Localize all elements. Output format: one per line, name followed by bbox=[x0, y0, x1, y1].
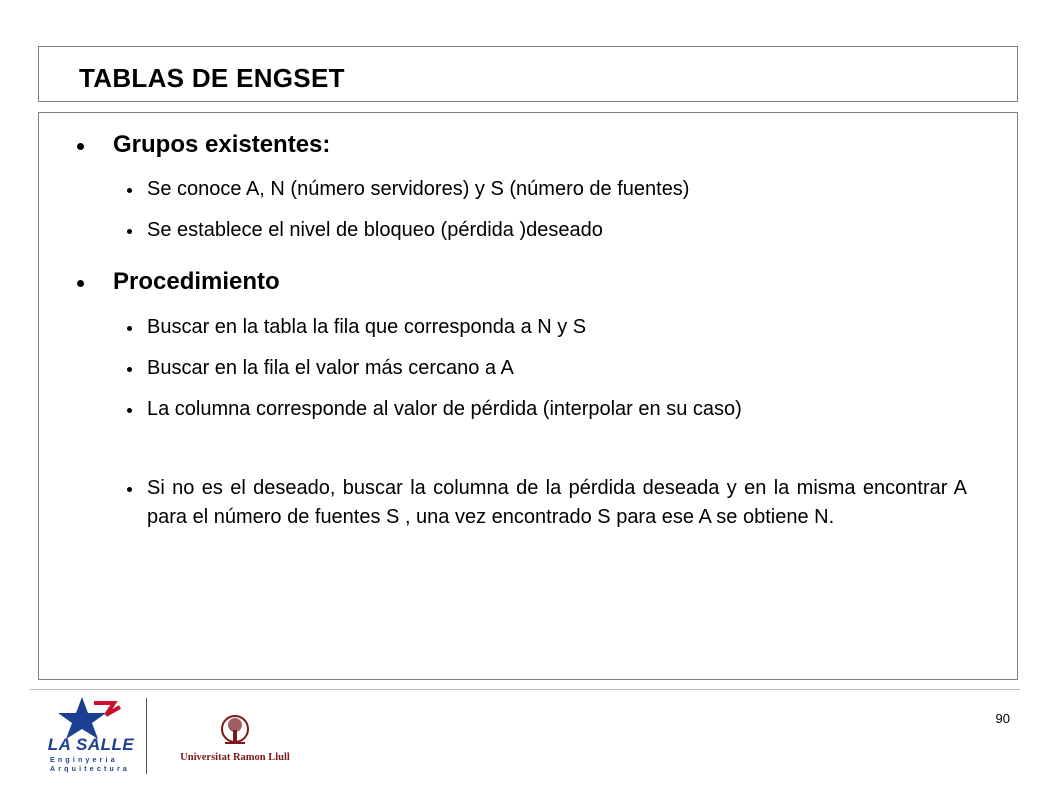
bullet-text: Buscar en la fila el valor más cercano a A bbox=[147, 357, 514, 379]
bullet-dot-icon bbox=[127, 408, 132, 413]
footer-divider bbox=[30, 689, 1020, 690]
url-logo bbox=[163, 713, 307, 763]
star-icon bbox=[46, 693, 136, 741]
la-salle-line1: Enginyeria bbox=[50, 757, 118, 764]
heading-text: Procedimiento bbox=[113, 268, 280, 295]
bullet-item bbox=[127, 216, 967, 245]
heading-text: Grupos existentes: bbox=[113, 131, 331, 158]
la-salle-line2: Arquitectura bbox=[50, 766, 131, 773]
bullet-dot-icon bbox=[127, 326, 132, 331]
title-box bbox=[38, 46, 1018, 102]
bullet-dot-icon bbox=[127, 487, 132, 492]
bullet-item bbox=[127, 175, 967, 204]
bullet-item bbox=[127, 354, 967, 383]
page-number: 90 bbox=[995, 711, 1010, 726]
bullet-heading-grupos bbox=[77, 131, 330, 159]
bullet-text: Se conoce A, N (número servidores) y S (número de fuentes) bbox=[147, 178, 690, 200]
bullet-item bbox=[127, 395, 967, 424]
bullet-heading-procedimiento bbox=[77, 268, 280, 296]
bullet-dot-icon bbox=[77, 143, 84, 150]
bullet-text: La columna corresponde al valor de pérdida (interpolar en su caso) bbox=[147, 398, 742, 420]
bullet-item bbox=[127, 313, 967, 342]
bullet-text: Se establece el nivel de bloqueo (pérdida )deseado bbox=[147, 219, 603, 241]
bullet-dot-icon bbox=[127, 188, 132, 193]
bullet-dot-icon bbox=[77, 280, 84, 287]
bullet-text: Si no es el deseado, buscar la columna de la pérdida deseada y en la misma encontrar A para el número de fuentes S , una vez encontrado S para ese A se obtiene N. bbox=[147, 477, 967, 528]
bullet-dot-icon bbox=[127, 367, 132, 372]
logo-separator bbox=[146, 698, 147, 774]
bullet-text: Buscar en la tabla la fila que corresponda a N y S bbox=[147, 316, 587, 338]
la-salle-logo bbox=[46, 693, 136, 777]
bullet-dot-icon bbox=[127, 229, 132, 234]
slide-title: TABLAS DE ENGSET bbox=[79, 63, 345, 93]
la-salle-name: LA SALLE bbox=[47, 735, 135, 754]
tree-icon bbox=[163, 713, 307, 751]
content-box bbox=[38, 112, 1018, 680]
bullet-item bbox=[127, 474, 967, 532]
university-name: Universitat Ramon Llull bbox=[180, 752, 290, 763]
